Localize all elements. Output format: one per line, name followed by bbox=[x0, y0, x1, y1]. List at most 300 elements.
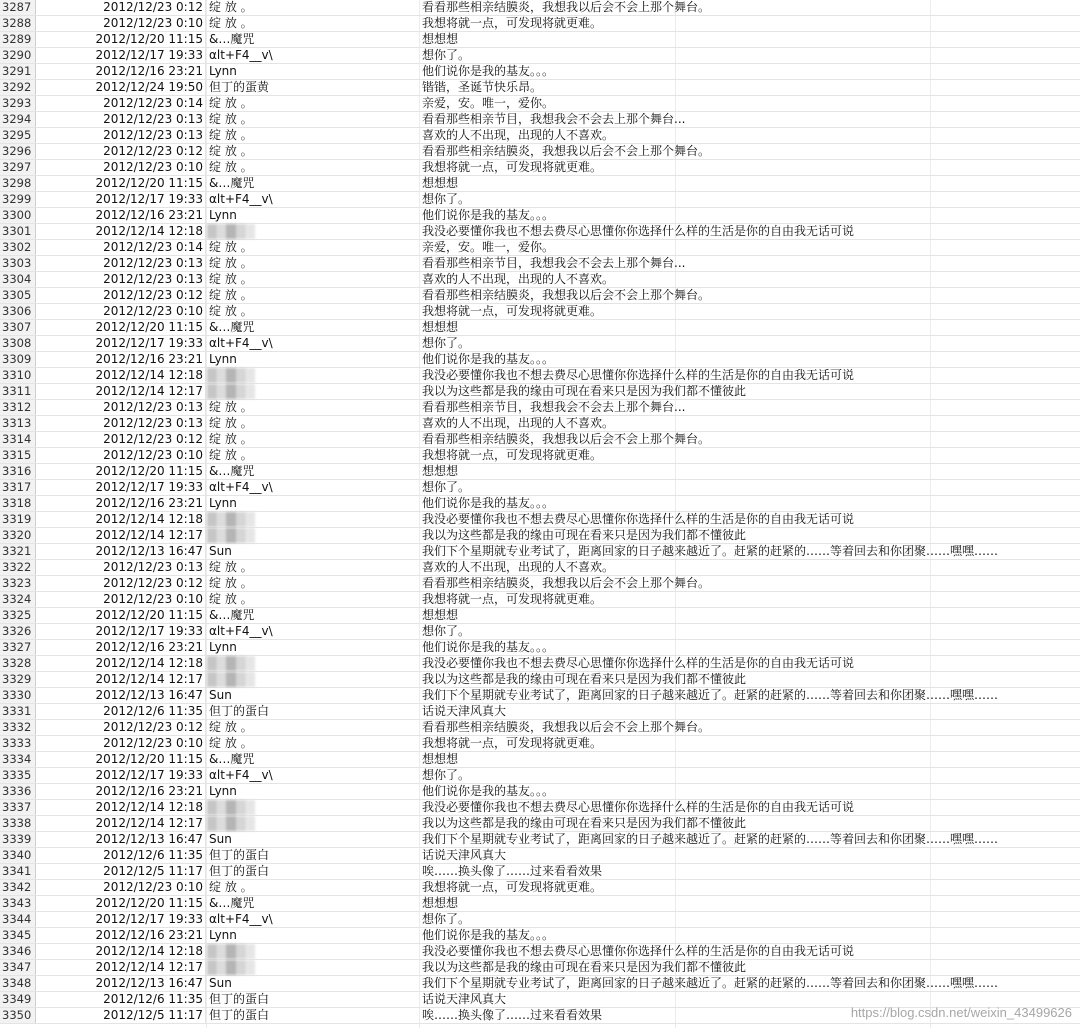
table-row[interactable] bbox=[0, 144, 1080, 160]
table-row[interactable] bbox=[0, 656, 1080, 672]
cell-timestamp[interactable]: 2012/12/13 16:47 bbox=[36, 688, 206, 703]
table-row[interactable] bbox=[0, 944, 1080, 960]
cell-message[interactable]: 想想想 bbox=[422, 608, 459, 622]
cell-nickname[interactable]: 但丁的蛋黄 bbox=[209, 80, 270, 94]
cell-message[interactable]: 唉……换头像了……过来看看效果 bbox=[422, 1008, 603, 1022]
table-row[interactable] bbox=[0, 48, 1080, 64]
row-number[interactable]: 3313 bbox=[0, 416, 36, 431]
cell-timestamp[interactable]: 2012/12/6 11:35 bbox=[36, 992, 206, 1007]
cell-message[interactable]: 我们下个星期就专业考试了，距离回家的日子越来越近了。赶紧的赶紧的……等着回去和你团聚……嘿嘿…… bbox=[422, 688, 999, 702]
table-row[interactable] bbox=[0, 624, 1080, 640]
cell-nickname[interactable]: 绽 放 。 bbox=[209, 16, 253, 30]
table-row[interactable] bbox=[0, 256, 1080, 272]
cell-message[interactable]: 喜欢的人不出现，出现的人不喜欢。 bbox=[422, 560, 615, 574]
table-row[interactable] bbox=[0, 240, 1080, 256]
cell-timestamp[interactable]: 2012/12/14 12:17 bbox=[36, 960, 206, 975]
table-row[interactable] bbox=[0, 192, 1080, 208]
table-row[interactable] bbox=[0, 112, 1080, 128]
cell-timestamp[interactable]: 2012/12/20 11:15 bbox=[36, 752, 206, 767]
cell-message[interactable]: 看看那些相亲结膜炎，我想我以后会不会上那个舞台。 bbox=[422, 576, 711, 590]
table-row[interactable] bbox=[0, 128, 1080, 144]
cell-message[interactable]: 我们下个星期就专业考试了，距离回家的日子越来越近了。赶紧的赶紧的……等着回去和你团聚……嘿嘿…… bbox=[422, 976, 999, 990]
cell-message[interactable]: 我没必要懂你我也不想去费尽心思懂你你选择什么样的生活是你的自由我无话可说 bbox=[422, 368, 855, 382]
table-row[interactable] bbox=[0, 608, 1080, 624]
row-number[interactable]: 3296 bbox=[0, 144, 36, 159]
cell-message[interactable]: 我想将就一点，可发现将就更难。 bbox=[422, 448, 603, 462]
row-number[interactable]: 3305 bbox=[0, 288, 36, 303]
cell-timestamp[interactable]: 2012/12/23 0:10 bbox=[36, 880, 206, 895]
cell-timestamp[interactable]: 2012/12/24 19:50 bbox=[36, 80, 206, 95]
cell-message[interactable]: 看看那些相亲结膜炎，我想我以后会不会上那个舞台。 bbox=[422, 0, 711, 14]
row-number[interactable]: 3329 bbox=[0, 672, 36, 687]
cell-message[interactable]: 看看那些相亲结膜炎，我想我以后会不会上那个舞台。 bbox=[422, 144, 711, 158]
cell-timestamp[interactable]: 2012/12/23 0:10 bbox=[36, 448, 206, 463]
row-number[interactable]: 3287 bbox=[0, 0, 36, 15]
row-number[interactable]: 3323 bbox=[0, 576, 36, 591]
cell-message[interactable]: 我没必要懂你我也不想去费尽心思懂你你选择什么样的生活是你的自由我无话可说 bbox=[422, 800, 855, 814]
table-row[interactable] bbox=[0, 80, 1080, 96]
cell-timestamp[interactable]: 2012/12/17 19:33 bbox=[36, 768, 206, 783]
table-row[interactable] bbox=[0, 528, 1080, 544]
table-row[interactable] bbox=[0, 960, 1080, 976]
cell-nickname[interactable]: αlt+F4__v\ bbox=[209, 48, 273, 62]
row-number[interactable]: 3292 bbox=[0, 80, 36, 95]
cell-timestamp[interactable]: 2012/12/16 23:21 bbox=[36, 352, 206, 367]
table-row[interactable] bbox=[0, 272, 1080, 288]
table-row[interactable] bbox=[0, 480, 1080, 496]
cell-nickname[interactable]: αlt+F4__v\ bbox=[209, 912, 273, 926]
cell-timestamp[interactable]: 2012/12/14 12:18 bbox=[36, 368, 206, 383]
cell-message[interactable]: 想你了。 bbox=[422, 48, 471, 62]
cell-nickname[interactable]: 绽 放 。 bbox=[209, 432, 253, 446]
cell-timestamp[interactable]: 2012/12/23 0:10 bbox=[36, 160, 206, 175]
table-row[interactable] bbox=[0, 912, 1080, 928]
cell-nickname[interactable]: Lynn bbox=[209, 208, 237, 222]
cell-nickname[interactable]: 绽 放 。 bbox=[209, 240, 253, 254]
row-number[interactable]: 3345 bbox=[0, 928, 36, 943]
cell-nickname[interactable]: αlt+F4__v\ bbox=[209, 336, 273, 350]
table-row[interactable] bbox=[0, 896, 1080, 912]
cell-nickname[interactable]: Lynn bbox=[209, 640, 237, 654]
cell-timestamp[interactable]: 2012/12/16 23:21 bbox=[36, 640, 206, 655]
cell-timestamp[interactable]: 2012/12/23 0:10 bbox=[36, 16, 206, 31]
cell-nickname[interactable]: 绽 放 。 bbox=[209, 144, 253, 158]
cell-nickname[interactable]: 绽 放 。 bbox=[209, 304, 253, 318]
table-row[interactable] bbox=[0, 704, 1080, 720]
row-number[interactable]: 3304 bbox=[0, 272, 36, 287]
cell-timestamp[interactable]: 2012/12/17 19:33 bbox=[36, 336, 206, 351]
cell-timestamp[interactable]: 2012/12/14 12:18 bbox=[36, 656, 206, 671]
table-row[interactable] bbox=[0, 432, 1080, 448]
cell-nickname[interactable]: &…魔咒 bbox=[209, 464, 255, 478]
cell-nickname[interactable]: αlt+F4__v\ bbox=[209, 624, 273, 638]
table-row[interactable] bbox=[0, 224, 1080, 240]
cell-message[interactable]: 他们说你是我的基友。。。 bbox=[422, 784, 555, 798]
table-row[interactable] bbox=[0, 32, 1080, 48]
cell-nickname[interactable]: Lynn bbox=[209, 352, 237, 366]
row-number[interactable]: 3309 bbox=[0, 352, 36, 367]
cell-message[interactable]: 喜欢的人不出现，出现的人不喜欢。 bbox=[422, 272, 615, 286]
table-row[interactable] bbox=[0, 304, 1080, 320]
cell-message[interactable]: 想你了。 bbox=[422, 336, 471, 350]
row-number[interactable]: 3311 bbox=[0, 384, 36, 399]
cell-nickname[interactable]: 绽 放 。 bbox=[209, 880, 253, 894]
cell-nickname[interactable]: 但丁的蛋白 bbox=[209, 992, 270, 1006]
cell-timestamp[interactable]: 2012/12/23 0:12 bbox=[36, 144, 206, 159]
cell-nickname[interactable]: &…魔咒 bbox=[209, 32, 255, 46]
cell-timestamp[interactable]: 2012/12/6 11:35 bbox=[36, 704, 206, 719]
cell-timestamp[interactable]: 2012/12/17 19:33 bbox=[36, 48, 206, 63]
table-row[interactable] bbox=[0, 288, 1080, 304]
table-row[interactable] bbox=[0, 672, 1080, 688]
cell-timestamp[interactable]: 2012/12/23 0:12 bbox=[36, 432, 206, 447]
cell-nickname[interactable]: &…魔咒 bbox=[209, 896, 255, 910]
row-number[interactable]: 3344 bbox=[0, 912, 36, 927]
table-row[interactable] bbox=[0, 880, 1080, 896]
row-number[interactable]: 3348 bbox=[0, 976, 36, 991]
cell-nickname[interactable]: 绽 放 。 bbox=[209, 160, 253, 174]
row-number[interactable]: 3294 bbox=[0, 112, 36, 127]
cell-timestamp[interactable]: 2012/12/23 0:14 bbox=[36, 240, 206, 255]
cell-nickname[interactable]: &…魔咒 bbox=[209, 608, 255, 622]
cell-message[interactable]: 我想将就一点，可发现将就更难。 bbox=[422, 160, 603, 174]
cell-timestamp[interactable]: 2012/12/14 12:18 bbox=[36, 224, 206, 239]
table-row[interactable] bbox=[0, 352, 1080, 368]
cell-timestamp[interactable]: 2012/12/20 11:15 bbox=[36, 32, 206, 47]
cell-message[interactable]: 他们说你是我的基友。。。 bbox=[422, 496, 555, 510]
cell-nickname[interactable]: 绽 放 。 bbox=[209, 128, 253, 142]
row-number[interactable]: 3341 bbox=[0, 864, 36, 879]
table-row[interactable] bbox=[0, 176, 1080, 192]
cell-message[interactable]: 我想将就一点，可发现将就更难。 bbox=[422, 880, 603, 894]
cell-nickname[interactable]: 绽 放 。 bbox=[209, 256, 253, 270]
row-number[interactable]: 3312 bbox=[0, 400, 36, 415]
cell-message[interactable]: 看看那些相亲结膜炎，我想我以后会不会上那个舞台。 bbox=[422, 288, 711, 302]
cell-nickname[interactable]: Sun bbox=[209, 688, 232, 702]
cell-message[interactable]: 想你了。 bbox=[422, 624, 471, 638]
row-number[interactable]: 3302 bbox=[0, 240, 36, 255]
cell-timestamp[interactable]: 2012/12/23 0:12 bbox=[36, 576, 206, 591]
cell-nickname[interactable]: 绽 放 。 bbox=[209, 272, 253, 286]
table-row[interactable] bbox=[0, 16, 1080, 32]
row-number[interactable]: 3303 bbox=[0, 256, 36, 271]
cell-timestamp[interactable]: 2012/12/17 19:33 bbox=[36, 192, 206, 207]
row-number[interactable]: 3318 bbox=[0, 496, 36, 511]
row-number[interactable]: 3297 bbox=[0, 160, 36, 175]
row-number[interactable]: 3327 bbox=[0, 640, 36, 655]
cell-timestamp[interactable]: 2012/12/23 0:12 bbox=[36, 0, 206, 15]
table-row[interactable] bbox=[0, 688, 1080, 704]
cell-timestamp[interactable]: 2012/12/16 23:21 bbox=[36, 928, 206, 943]
cell-nickname[interactable]: &…魔咒 bbox=[209, 176, 255, 190]
row-number[interactable]: 3331 bbox=[0, 704, 36, 719]
row-number[interactable]: 3339 bbox=[0, 832, 36, 847]
cell-timestamp[interactable]: 2012/12/20 11:15 bbox=[36, 608, 206, 623]
row-number[interactable]: 3330 bbox=[0, 688, 36, 703]
cell-nickname[interactable]: 绽 放 。 bbox=[209, 592, 253, 606]
cell-timestamp[interactable]: 2012/12/17 19:33 bbox=[36, 480, 206, 495]
cell-timestamp[interactable]: 2012/12/14 12:17 bbox=[36, 528, 206, 543]
cell-nickname[interactable]: 但丁的蛋白 bbox=[209, 864, 270, 878]
cell-timestamp[interactable]: 2012/12/14 12:17 bbox=[36, 816, 206, 831]
table-row[interactable] bbox=[0, 576, 1080, 592]
table-row[interactable] bbox=[0, 560, 1080, 576]
cell-message[interactable]: 我以为这些都是我的缘由可现在看来只是因为我们都不懂彼此 bbox=[422, 816, 747, 830]
cell-timestamp[interactable]: 2012/12/20 11:15 bbox=[36, 464, 206, 479]
cell-message[interactable]: 看看那些相亲结膜炎，我想我以后会不会上那个舞台。 bbox=[422, 432, 711, 446]
cell-timestamp[interactable]: 2012/12/23 0:14 bbox=[36, 96, 206, 111]
cell-nickname[interactable]: 绽 放 。 bbox=[209, 448, 253, 462]
row-number[interactable]: 3295 bbox=[0, 128, 36, 143]
row-number[interactable]: 3299 bbox=[0, 192, 36, 207]
table-row[interactable] bbox=[0, 592, 1080, 608]
cell-message[interactable]: 看看那些相亲结膜炎，我想我以后会不会上那个舞台。 bbox=[422, 720, 711, 734]
cell-message[interactable]: 想想想 bbox=[422, 464, 459, 478]
cell-message[interactable]: 我没必要懂你我也不想去费尽心思懂你你选择什么样的生活是你的自由我无话可说 bbox=[422, 512, 855, 526]
row-number[interactable]: 3290 bbox=[0, 48, 36, 63]
cell-message[interactable]: 话说天津风真大 bbox=[422, 704, 507, 718]
cell-timestamp[interactable]: 2012/12/23 0:13 bbox=[36, 272, 206, 287]
cell-nickname[interactable]: Sun bbox=[209, 544, 232, 558]
cell-nickname[interactable]: 绽 放 。 bbox=[209, 400, 253, 414]
table-row[interactable] bbox=[0, 384, 1080, 400]
cell-timestamp[interactable]: 2012/12/23 0:13 bbox=[36, 400, 206, 415]
row-number[interactable]: 3326 bbox=[0, 624, 36, 639]
cell-message[interactable]: 我想将就一点，可发现将就更难。 bbox=[422, 16, 603, 30]
row-number[interactable]: 3340 bbox=[0, 848, 36, 863]
cell-message[interactable]: 看看那些相亲节目，我想我会不会去上那个舞台... bbox=[422, 400, 686, 414]
cell-message[interactable]: 我没必要懂你我也不想去费尽心思懂你你选择什么样的生活是你的自由我无话可说 bbox=[422, 656, 855, 670]
table-row[interactable] bbox=[0, 848, 1080, 864]
table-row[interactable] bbox=[0, 336, 1080, 352]
cell-nickname[interactable]: 绽 放 。 bbox=[209, 0, 253, 14]
cell-timestamp[interactable]: 2012/12/14 12:18 bbox=[36, 800, 206, 815]
cell-timestamp[interactable]: 2012/12/13 16:47 bbox=[36, 976, 206, 991]
row-number[interactable]: 3321 bbox=[0, 544, 36, 559]
row-number[interactable]: 3347 bbox=[0, 960, 36, 975]
cell-message[interactable]: 想想想 bbox=[422, 752, 459, 766]
table-row[interactable] bbox=[0, 448, 1080, 464]
cell-timestamp[interactable]: 2012/12/14 12:17 bbox=[36, 384, 206, 399]
cell-timestamp[interactable]: 2012/12/16 23:21 bbox=[36, 784, 206, 799]
row-number[interactable]: 3350 bbox=[0, 1008, 36, 1023]
cell-message[interactable]: 我想将就一点，可发现将就更难。 bbox=[422, 736, 603, 750]
cell-message[interactable]: 亲爱，安。唯一，爱你。 bbox=[422, 240, 555, 254]
cell-nickname[interactable]: 绽 放 。 bbox=[209, 288, 253, 302]
cell-timestamp[interactable]: 2012/12/23 0:13 bbox=[36, 256, 206, 271]
row-number[interactable]: 3349 bbox=[0, 992, 36, 1007]
row-number[interactable]: 3307 bbox=[0, 320, 36, 335]
row-number[interactable]: 3289 bbox=[0, 32, 36, 47]
cell-nickname[interactable]: Sun bbox=[209, 832, 232, 846]
row-number[interactable]: 3316 bbox=[0, 464, 36, 479]
cell-nickname[interactable]: Lynn bbox=[209, 496, 237, 510]
cell-timestamp[interactable]: 2012/12/17 19:33 bbox=[36, 624, 206, 639]
cell-message[interactable]: 他们说你是我的基友。。。 bbox=[422, 640, 555, 654]
row-number[interactable]: 3288 bbox=[0, 16, 36, 31]
row-number[interactable]: 3308 bbox=[0, 336, 36, 351]
cell-timestamp[interactable]: 2012/12/14 12:18 bbox=[36, 944, 206, 959]
table-row[interactable] bbox=[0, 640, 1080, 656]
row-number[interactable]: 3333 bbox=[0, 736, 36, 751]
table-row[interactable] bbox=[0, 784, 1080, 800]
cell-message[interactable]: 唉……换头像了……过来看看效果 bbox=[422, 864, 603, 878]
table-row[interactable] bbox=[0, 768, 1080, 784]
cell-message[interactable]: 我想将就一点，可发现将就更难。 bbox=[422, 592, 603, 606]
cell-timestamp[interactable]: 2012/12/20 11:15 bbox=[36, 896, 206, 911]
cell-message[interactable]: 我们下个星期就专业考试了，距离回家的日子越来越近了。赶紧的赶紧的……等着回去和你团聚……嘿嘿…… bbox=[422, 544, 999, 558]
row-number[interactable]: 3328 bbox=[0, 656, 36, 671]
cell-nickname[interactable]: αlt+F4__v\ bbox=[209, 192, 273, 206]
row-number[interactable]: 3338 bbox=[0, 816, 36, 831]
row-number[interactable]: 3336 bbox=[0, 784, 36, 799]
cell-message[interactable]: 我们下个星期就专业考试了，距离回家的日子越来越近了。赶紧的赶紧的……等着回去和你团聚……嘿嘿…… bbox=[422, 832, 999, 846]
table-row[interactable] bbox=[0, 320, 1080, 336]
cell-message[interactable]: 锴锴，圣诞节快乐昂。 bbox=[422, 80, 543, 94]
cell-message[interactable]: 他们说你是我的基友。。。 bbox=[422, 64, 555, 78]
cell-timestamp[interactable]: 2012/12/16 23:21 bbox=[36, 496, 206, 511]
row-number[interactable]: 3319 bbox=[0, 512, 36, 527]
cell-nickname[interactable]: &…魔咒 bbox=[209, 752, 255, 766]
table-row[interactable] bbox=[0, 0, 1080, 16]
table-row[interactable] bbox=[0, 736, 1080, 752]
cell-nickname[interactable]: 但丁的蛋白 bbox=[209, 1008, 270, 1022]
cell-nickname[interactable]: Lynn bbox=[209, 928, 237, 942]
table-row[interactable] bbox=[0, 816, 1080, 832]
cell-message[interactable]: 他们说你是我的基友。。。 bbox=[422, 352, 555, 366]
table-row[interactable] bbox=[0, 976, 1080, 992]
cell-nickname[interactable]: 绽 放 。 bbox=[209, 576, 253, 590]
table-row[interactable] bbox=[0, 208, 1080, 224]
cell-message[interactable]: 我以为这些都是我的缘由可现在看来只是因为我们都不懂彼此 bbox=[422, 672, 747, 686]
cell-timestamp[interactable]: 2012/12/5 11:17 bbox=[36, 1008, 206, 1023]
cell-timestamp[interactable]: 2012/12/20 11:15 bbox=[36, 176, 206, 191]
cell-nickname[interactable]: 绽 放 。 bbox=[209, 96, 253, 110]
cell-nickname[interactable]: &…魔咒 bbox=[209, 320, 255, 334]
cell-timestamp[interactable]: 2012/12/23 0:10 bbox=[36, 592, 206, 607]
table-row[interactable] bbox=[0, 928, 1080, 944]
cell-message[interactable]: 我以为这些都是我的缘由可现在看来只是因为我们都不懂彼此 bbox=[422, 384, 747, 398]
cell-nickname[interactable]: 绽 放 。 bbox=[209, 416, 253, 430]
cell-nickname[interactable]: 绽 放 。 bbox=[209, 560, 253, 574]
cell-timestamp[interactable]: 2012/12/13 16:47 bbox=[36, 544, 206, 559]
cell-message[interactable]: 亲爱，安。唯一，爱你。 bbox=[422, 96, 555, 110]
cell-nickname[interactable]: 绽 放 。 bbox=[209, 720, 253, 734]
cell-timestamp[interactable]: 2012/12/23 0:13 bbox=[36, 128, 206, 143]
table-row[interactable] bbox=[0, 400, 1080, 416]
cell-message[interactable]: 想想想 bbox=[422, 896, 459, 910]
table-row[interactable] bbox=[0, 496, 1080, 512]
cell-message[interactable]: 想想想 bbox=[422, 320, 459, 334]
cell-message[interactable]: 喜欢的人不出现，出现的人不喜欢。 bbox=[422, 128, 615, 142]
cell-message[interactable]: 想想想 bbox=[422, 176, 459, 190]
cell-timestamp[interactable]: 2012/12/23 0:13 bbox=[36, 560, 206, 575]
table-row[interactable] bbox=[0, 96, 1080, 112]
table-row[interactable] bbox=[0, 752, 1080, 768]
table-row[interactable] bbox=[0, 368, 1080, 384]
cell-message[interactable]: 我想将就一点，可发现将就更难。 bbox=[422, 304, 603, 318]
cell-timestamp[interactable]: 2012/12/23 0:12 bbox=[36, 288, 206, 303]
table-row[interactable] bbox=[0, 512, 1080, 528]
cell-nickname[interactable]: 绽 放 。 bbox=[209, 112, 253, 126]
table-row[interactable] bbox=[0, 416, 1080, 432]
cell-timestamp[interactable]: 2012/12/23 0:10 bbox=[36, 736, 206, 751]
cell-message[interactable]: 看看那些相亲节目，我想我会不会去上那个舞台... bbox=[422, 112, 686, 126]
cell-timestamp[interactable]: 2012/12/14 12:18 bbox=[36, 512, 206, 527]
cell-message[interactable]: 话说天津风真大 bbox=[422, 848, 507, 862]
row-number[interactable]: 3325 bbox=[0, 608, 36, 623]
row-number[interactable]: 3335 bbox=[0, 768, 36, 783]
cell-message[interactable]: 他们说你是我的基友。。。 bbox=[422, 928, 555, 942]
row-number[interactable]: 3322 bbox=[0, 560, 36, 575]
table-row[interactable] bbox=[0, 64, 1080, 80]
row-number[interactable]: 3343 bbox=[0, 896, 36, 911]
row-number[interactable]: 3320 bbox=[0, 528, 36, 543]
row-number[interactable]: 3298 bbox=[0, 176, 36, 191]
table-row[interactable] bbox=[0, 544, 1080, 560]
table-row[interactable] bbox=[0, 464, 1080, 480]
cell-message[interactable]: 想你了。 bbox=[422, 480, 471, 494]
cell-message[interactable]: 我以为这些都是我的缘由可现在看来只是因为我们都不懂彼此 bbox=[422, 960, 747, 974]
cell-nickname[interactable]: Sun bbox=[209, 976, 232, 990]
cell-nickname[interactable]: αlt+F4__v\ bbox=[209, 480, 273, 494]
cell-timestamp[interactable]: 2012/12/23 0:10 bbox=[36, 304, 206, 319]
cell-timestamp[interactable]: 2012/12/23 0:12 bbox=[36, 720, 206, 735]
row-number[interactable]: 3310 bbox=[0, 368, 36, 383]
cell-timestamp[interactable]: 2012/12/16 23:21 bbox=[36, 208, 206, 223]
table-row[interactable] bbox=[0, 864, 1080, 880]
row-number[interactable]: 3291 bbox=[0, 64, 36, 79]
cell-timestamp[interactable]: 2012/12/13 16:47 bbox=[36, 832, 206, 847]
cell-message[interactable]: 我没必要懂你我也不想去费尽心思懂你你选择什么样的生活是你的自由我无话可说 bbox=[422, 224, 855, 238]
row-number[interactable]: 3301 bbox=[0, 224, 36, 239]
row-number[interactable]: 3317 bbox=[0, 480, 36, 495]
cell-message[interactable]: 想你了。 bbox=[422, 192, 471, 206]
row-number[interactable]: 3315 bbox=[0, 448, 36, 463]
cell-timestamp[interactable]: 2012/12/23 0:13 bbox=[36, 416, 206, 431]
cell-message[interactable]: 想你了。 bbox=[422, 768, 471, 782]
cell-timestamp[interactable]: 2012/12/16 23:21 bbox=[36, 64, 206, 79]
cell-timestamp[interactable]: 2012/12/20 11:15 bbox=[36, 320, 206, 335]
cell-timestamp[interactable]: 2012/12/14 12:17 bbox=[36, 672, 206, 687]
table-row[interactable] bbox=[0, 800, 1080, 816]
cell-message[interactable]: 我没必要懂你我也不想去费尽心思懂你你选择什么样的生活是你的自由我无话可说 bbox=[422, 944, 855, 958]
table-row[interactable] bbox=[0, 720, 1080, 736]
cell-nickname[interactable]: αlt+F4__v\ bbox=[209, 768, 273, 782]
row-number[interactable]: 3342 bbox=[0, 880, 36, 895]
row-number[interactable]: 3306 bbox=[0, 304, 36, 319]
cell-message[interactable]: 想你了。 bbox=[422, 912, 471, 926]
row-number[interactable]: 3334 bbox=[0, 752, 36, 767]
row-number[interactable]: 3300 bbox=[0, 208, 36, 223]
row-number[interactable]: 3332 bbox=[0, 720, 36, 735]
cell-nickname[interactable]: 但丁的蛋白 bbox=[209, 848, 270, 862]
cell-message[interactable]: 看看那些相亲节目，我想我会不会去上那个舞台... bbox=[422, 256, 686, 270]
row-number[interactable]: 3337 bbox=[0, 800, 36, 815]
cell-nickname[interactable]: Lynn bbox=[209, 784, 237, 798]
cell-nickname[interactable]: 绽 放 。 bbox=[209, 736, 253, 750]
row-number[interactable]: 3324 bbox=[0, 592, 36, 607]
cell-message[interactable]: 他们说你是我的基友。。。 bbox=[422, 208, 555, 222]
cell-timestamp[interactable]: 2012/12/5 11:17 bbox=[36, 864, 206, 879]
cell-message[interactable]: 话说天津风真大 bbox=[422, 992, 507, 1006]
cell-message[interactable]: 喜欢的人不出现，出现的人不喜欢。 bbox=[422, 416, 615, 430]
row-number[interactable]: 3314 bbox=[0, 432, 36, 447]
cell-nickname[interactable]: Lynn bbox=[209, 64, 237, 78]
cell-message[interactable]: 我以为这些都是我的缘由可现在看来只是因为我们都不懂彼此 bbox=[422, 528, 747, 542]
cell-nickname[interactable]: 但丁的蛋白 bbox=[209, 704, 270, 718]
cell-timestamp[interactable]: 2012/12/23 0:13 bbox=[36, 112, 206, 127]
